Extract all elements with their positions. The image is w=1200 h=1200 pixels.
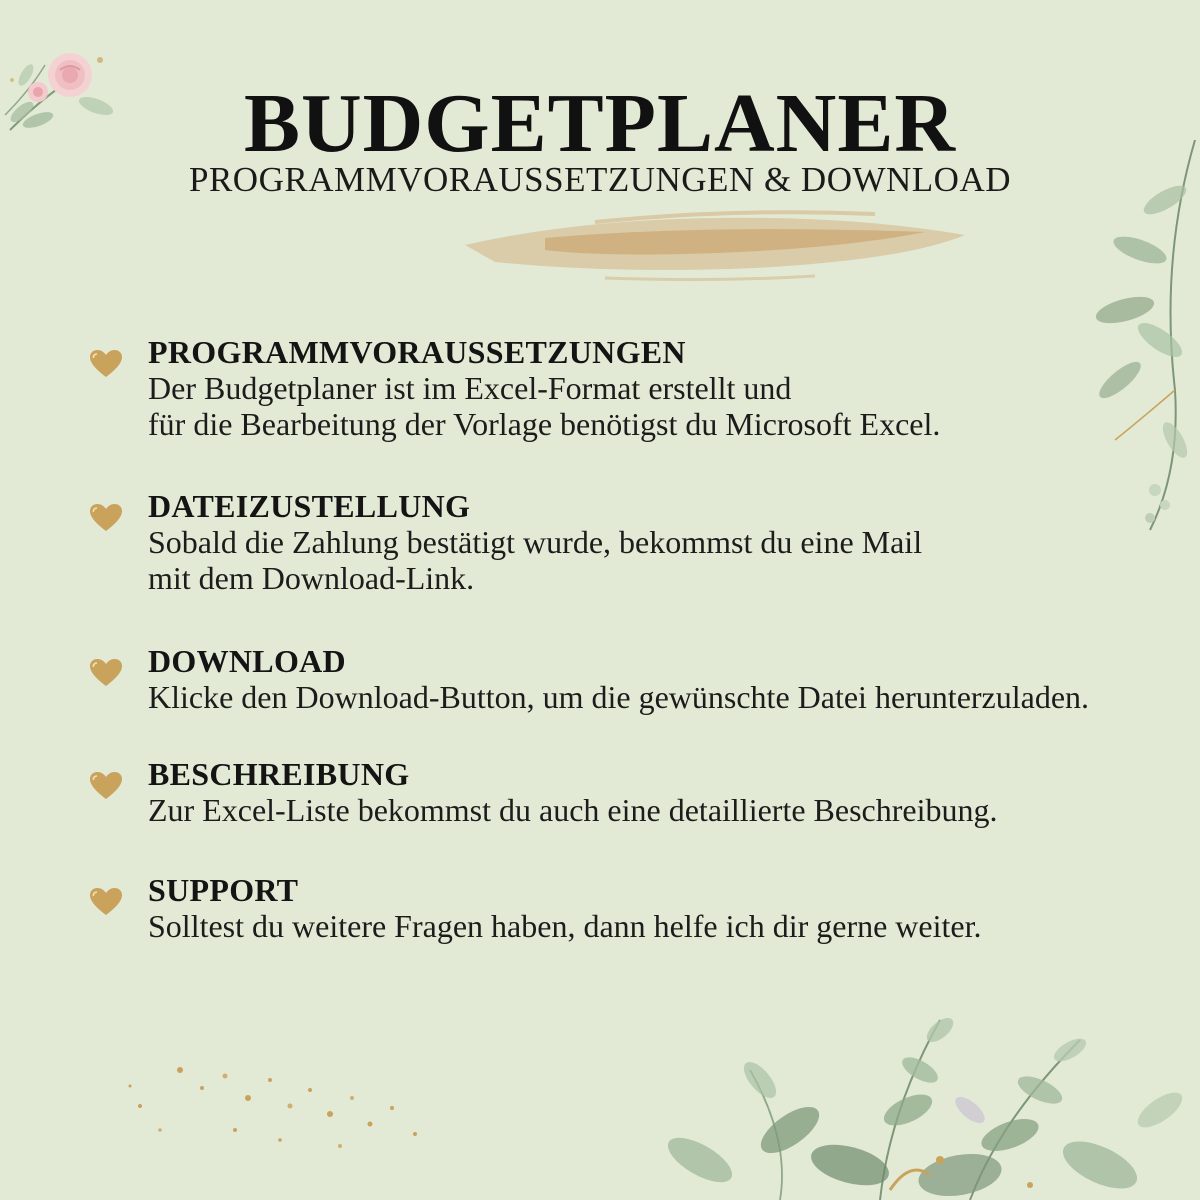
section-text-line: Zur Excel-Liste bekommst du auch eine detaillierte Beschreibung. — [148, 792, 998, 828]
gold-brush-stroke-icon — [455, 190, 975, 300]
gold-heart-icon — [90, 772, 122, 800]
section-heading: BESCHREIBUNG — [148, 756, 410, 792]
section-dateizustellung — [148, 488, 1188, 596]
gold-heart-icon — [90, 350, 122, 378]
section-heading: DATEIZUSTELLUNG — [148, 488, 471, 524]
section-heading: SUPPORT — [148, 872, 299, 908]
section-programmvoraussetzungen — [148, 334, 1188, 442]
section-download — [148, 643, 1188, 715]
eucalyptus-leaves-icon — [640, 960, 1200, 1200]
section-text-line: Der Budgetplaner ist im Excel-Format erstellt und — [148, 370, 792, 406]
page-title: BUDGETPLANER — [243, 77, 957, 170]
section-text-line: Sobald die Zahlung bestätigt wurde, bekommst du eine Mail — [148, 524, 923, 560]
section-text-line: Solltest du weitere Fragen haben, dann helfe ich dir gerne weiter. — [148, 908, 982, 944]
section-beschreibung — [148, 756, 1188, 828]
gold-heart-icon — [90, 659, 122, 687]
gold-speckles-icon — [120, 1050, 440, 1160]
page-subtitle: PROGRAMMVORAUSSETZUNGEN & DOWNLOAD — [188, 160, 1012, 199]
gold-heart-icon — [90, 888, 122, 916]
section-text-line: mit dem Download-Link. — [148, 560, 475, 596]
section-support — [148, 872, 1188, 944]
section-text-line: für die Bearbeitung der Vorlage benötigst du Microsoft Excel. — [148, 406, 941, 442]
section-text-line: Klicke den Download-Button, um die gewünschte Datei herunterzuladen. — [148, 679, 1090, 715]
section-heading: DOWNLOAD — [148, 643, 346, 679]
gold-heart-icon — [90, 504, 122, 532]
section-heading: PROGRAMMVORAUSSETZUNGEN — [148, 334, 686, 370]
